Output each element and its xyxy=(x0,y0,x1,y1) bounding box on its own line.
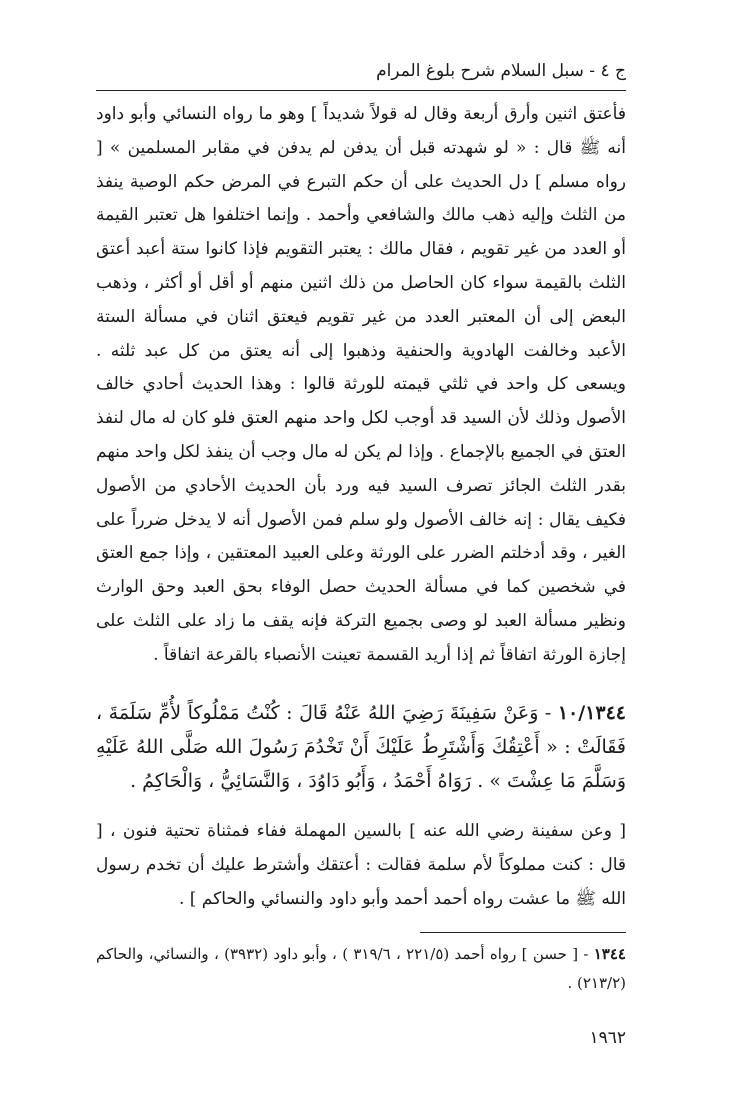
footnote-divider xyxy=(420,932,626,933)
hadith-number: ١٠/١٣٤٤ xyxy=(557,702,626,724)
hadith-paragraph xyxy=(96,696,626,798)
hadith-commentary xyxy=(96,814,626,916)
commentary-paragraph: فأعتق اثنين وأرق أربعة وقال له قولاً شديداً ] وهو ما رواه النسائي وأبو داود أنه ﷺ قال : « لو شهدته قبل أن يدفن لم يدفن في مقابر المسلمين » [ رواه مسلم ] دل الحديث على أن حكم التبرع في المرض حكم الوصية ينفذ من الثلث وإليه ذهب مالك والشافعي وأحمد . وإنما اختلفوا هل تعتبر القيمة أو العدد من غير تقويم ، فقال مالك : يعتبر التقويم فإذا كانوا ستة أعبد أعتق الثلث بالقيمة سواء كان الحاصل من ذلك اثنين منهم أو أقل أو أكثر ، وذهب البعض إلى أن المعتبر العدد من غير تقويم فيعتق اثنان في مسألة الستة الأعبد وخالفت الهادوية والحنفية وذهبوا إلى أنه يعتق من كل عبد ثلثه . ويسعى كل واحد في ثلثي قيمته للورثة قالوا : وهذا الحديث أحادي خالف الأصول وذلك لأن السيد قد أوجب لكل واحد منهم العتق فلو كان له مال لنفذ العتق في الجميع بالإجماع . وإذا لم يكن له مال وجب أن ينفذ لكل واحد منهم بقدر الثلث الجائز تصرف السيد فيه ورد بأن الحديث الأحادي من الأصول فكيف يقال : إنه خالف الأصول ولو سلم فمن الأصول أنه لا يدخل ضرراً على الغير ، وقد أدخلتم الضرر على الورثة وعلى العبيد المعتقين ، وإذا جمع العتق في شخصين كما في مسألة الحديث حصل الوفاء بحق العبد وحق الوارث ونظير مسألة العبد لو وصى بجميع التركة فإنه يقف ما زاد على الثلث على إجازة الورثة اتفاقاً ثم إذا أريد القسمة تعينت الأنصباء بالقرعة اتفاقاً . xyxy=(96,104,626,665)
footnote-paragraph xyxy=(96,940,626,998)
header-divider xyxy=(96,90,626,91)
hadith-text: - وَعَنْ سَفِينَةَ رَضِيَ اللهُ عَنْهُ قَالَ : كُنْتُ مَمْلُوكاً لأُمِّ سَلَمَةَ ، فَقَالَتْ : « أَعْتِقُكَ وَأَشْتَرِطُ عَلَيْكَ أَنْ تَخْدُمَ رَسُولَ الله صَلَّى اللهُ عَلَيْهِ وَسَلَّمَ مَا عِشْتَ » . رَوَاهُ أَحْمَدُ ، وَأَبُو دَاوُدَ ، وَالنَّسَائِيُّ ، وَالْحَاكِمُ . xyxy=(96,702,626,792)
footnote-text: - [ حسن ] رواه أحمد (٢٢١/٥ ، ٣١٩/٦ ) ، وأبو داود (٣٩٣٢) ، والنسائي، والحاكم (٢١٣/٢) . xyxy=(96,945,626,992)
footnote xyxy=(96,940,626,998)
running-header: ج ٤ - سبل السلام شرح بلوغ المرام xyxy=(376,61,626,81)
hadith-block xyxy=(96,696,626,798)
main-commentary xyxy=(96,98,626,673)
footnote-number: ١٣٤٤ xyxy=(593,945,626,963)
page-number: ١٩٦٢ xyxy=(589,1028,626,1048)
hadith-commentary-text: [ وعن سفينة رضي الله عنه ] بالسين المهملة ففاء فمثناة تحتية فنون ، [ قال : كنت مملوكاً لأم سلمة فقالت : أعتقك وأشترط عليك أن تخدم رسول الله ﷺ ما عشت رواه أحمد أحمد وأبو داود والنسائي والحاكم ] . xyxy=(96,821,626,909)
